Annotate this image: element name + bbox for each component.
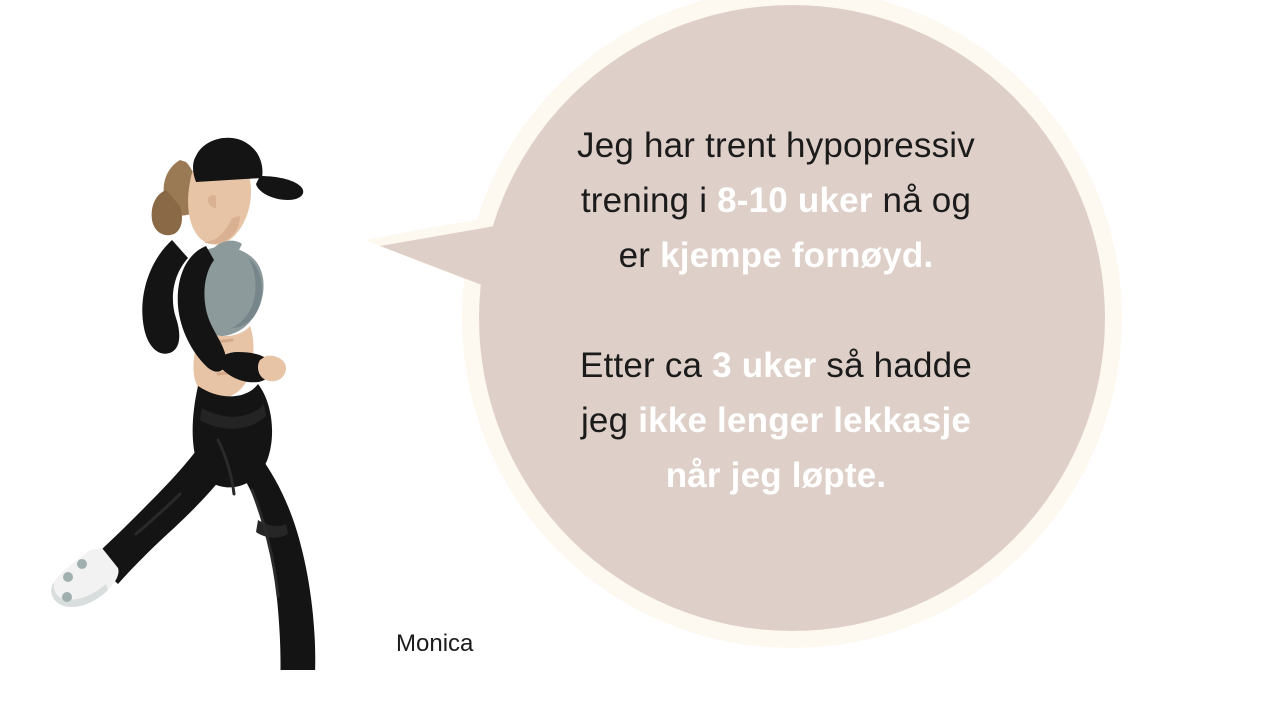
- quote-line-2: [522, 173, 1030, 228]
- quote-line-5-plain: jeg: [580, 401, 639, 440]
- paragraph-spacer: [522, 283, 1030, 338]
- quote-line-3-plain: er: [618, 236, 661, 275]
- testimonial-text: [522, 118, 1030, 503]
- quote-line-2-plain-a: trening i: [580, 181, 718, 220]
- quote-highlight-weeks-8-10: 8-10 uker: [717, 181, 873, 220]
- running-woman-illustration: [20, 90, 360, 670]
- quote-line-1-text: Jeg har trent hypopressiv: [577, 126, 975, 165]
- quote-highlight-kjempe-fornoyd: kjempe fornøyd.: [660, 236, 934, 275]
- quote-line-5: [522, 393, 1030, 448]
- quote-line-4-plain-b: så hadde: [816, 346, 972, 385]
- speech-bubble: [462, 0, 1122, 648]
- speech-bubble-tail: [380, 226, 495, 290]
- quote-line-2-plain-b: nå og: [872, 181, 972, 220]
- quote-highlight-nar-jeg-lopte: når jeg løpte.: [665, 456, 887, 495]
- quote-highlight-ikke-lenger-lekkasje: ikke lenger lekkasje: [638, 401, 972, 440]
- quote-line-4: [522, 338, 1030, 393]
- quote-line-4-plain-a: Etter ca: [579, 346, 713, 385]
- quote-line-3: [522, 228, 1030, 283]
- quote-line-6: [522, 448, 1030, 503]
- attribution-name: Monica: [396, 630, 474, 657]
- quote-line-1: [522, 118, 1030, 173]
- quote-highlight-3-uker: 3 uker: [712, 346, 817, 385]
